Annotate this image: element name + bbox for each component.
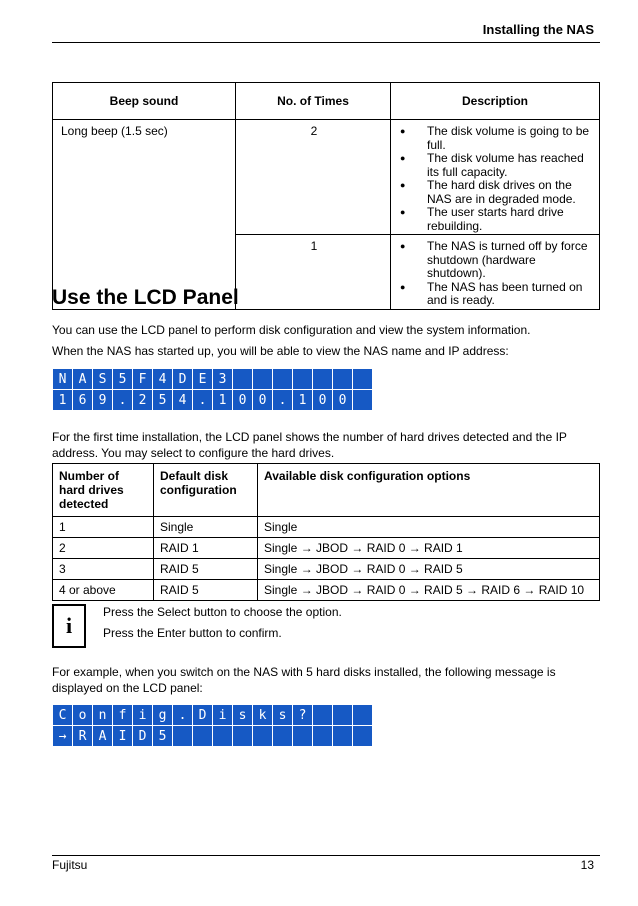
- install-paragraph: For the first time installation, the LCD panel shows the number of hard drives detected and the IP address. You may select to configure the hard drives.: [52, 430, 567, 460]
- lcd-char-cell: .: [273, 390, 293, 411]
- table-row: [53, 559, 600, 580]
- lcd-char-cell: .: [193, 390, 213, 411]
- list-item: ● The NAS is turned off by force shutdown (hardware shutdown).: [399, 240, 593, 281]
- lcd-char-cell: [253, 369, 273, 390]
- beep-sound-table: [52, 82, 600, 310]
- lcd-char-cell: ?: [293, 705, 313, 726]
- page-header-title: Installing the NAS: [482, 22, 594, 37]
- lcd-char-cell: n: [93, 705, 113, 726]
- info-icon: i: [52, 604, 86, 648]
- lcd-char-cell: [313, 726, 333, 747]
- table-header-row: [53, 83, 600, 120]
- list-item: ● The NAS has been turned on and is ready.: [399, 281, 593, 308]
- lcd-char-cell: S: [93, 369, 113, 390]
- lcd-char-cell: [253, 726, 273, 747]
- lcd-char-cell: [173, 726, 193, 747]
- table-cell: 3: [53, 559, 154, 580]
- table-cell: Single: [258, 517, 600, 538]
- lcd-char-cell: [293, 726, 313, 747]
- lcd-row: [53, 705, 373, 726]
- table-cell: RAID 5: [154, 559, 258, 580]
- lcd-char-cell: 5: [153, 726, 173, 747]
- example-paragraph: For example, when you switch on the NAS with 5 hard disks installed, the following message is displayed on the LCD panel:: [52, 665, 556, 695]
- table-row: [53, 120, 600, 235]
- info-note: Press the Enter button to confirm.: [103, 626, 282, 640]
- footer-divider: [52, 855, 600, 856]
- lcd-char-cell: [233, 726, 253, 747]
- table-cell: Single → JBOD → RAID 0 → RAID 5 → RAID 6 → RAID 10: [258, 580, 600, 601]
- beep-sound-cell: Long beep (1.5 sec): [53, 120, 236, 310]
- lcd-char-cell: [313, 705, 333, 726]
- lcd-char-cell: 2: [133, 390, 153, 411]
- lcd-char-cell: E: [193, 369, 213, 390]
- table-cell: Single → JBOD → RAID 0 → RAID 5: [258, 559, 600, 580]
- lcd-char-cell: s: [273, 705, 293, 726]
- lcd-char-cell: 0: [313, 390, 333, 411]
- lcd-char-cell: i: [133, 705, 153, 726]
- table-header-row: [53, 464, 600, 517]
- lcd-char-cell: 1: [53, 390, 73, 411]
- lcd-char-cell: 0: [233, 390, 253, 411]
- lcd-row: [53, 369, 373, 390]
- table-cell: Single → JBOD → RAID 0 → RAID 1: [258, 538, 600, 559]
- column-header: Beep sound: [53, 83, 236, 120]
- lcd-char-cell: 1: [213, 390, 233, 411]
- lcd-char-cell: I: [113, 726, 133, 747]
- list-item: ● The user starts hard drive rebuilding.: [399, 206, 593, 233]
- lcd-char-cell: i: [213, 705, 233, 726]
- table-row: [53, 517, 600, 538]
- lcd-row: [53, 390, 373, 411]
- lcd-char-cell: s: [233, 705, 253, 726]
- lcd-char-cell: [353, 705, 373, 726]
- table-cell: RAID 5: [154, 580, 258, 601]
- beep-count-cell: 2: [236, 120, 391, 235]
- lcd-char-cell: o: [73, 705, 93, 726]
- lcd-char-cell: R: [73, 726, 93, 747]
- lcd-char-cell: 9: [93, 390, 113, 411]
- lcd-char-cell: →: [53, 726, 73, 747]
- beep-count-cell: 1: [236, 235, 391, 310]
- table-row: [53, 538, 600, 559]
- column-header: Number of hard drives detected: [53, 464, 154, 517]
- lcd-char-cell: A: [73, 369, 93, 390]
- lcd-char-cell: 6: [73, 390, 93, 411]
- lcd-char-cell: 3: [213, 369, 233, 390]
- intro-paragraph: When the NAS has started up, you will be able to view the NAS name and IP address:: [52, 344, 509, 358]
- footer-brand: Fujitsu: [52, 858, 88, 872]
- description-cell: [391, 235, 600, 310]
- list-item: ● The disk volume is going to be full.: [399, 125, 593, 152]
- raid-config-table: [52, 463, 600, 601]
- lcd-char-cell: D: [173, 369, 193, 390]
- lcd-char-cell: [273, 726, 293, 747]
- lcd-char-cell: [313, 369, 333, 390]
- lcd-char-cell: 4: [153, 369, 173, 390]
- page-number: 13: [580, 858, 594, 872]
- column-header: No. of Times: [236, 83, 391, 120]
- lcd-char-cell: [193, 726, 213, 747]
- lcd-char-cell: .: [173, 705, 193, 726]
- lcd-char-cell: [353, 369, 373, 390]
- lcd-display-ip: [52, 368, 373, 411]
- lcd-row: [53, 726, 373, 747]
- lcd-char-cell: f: [113, 705, 133, 726]
- lcd-char-cell: D: [133, 726, 153, 747]
- info-note: Press the Select button to choose the option.: [103, 605, 342, 619]
- lcd-char-cell: [333, 705, 353, 726]
- header-divider: [52, 42, 600, 43]
- lcd-char-cell: [333, 726, 353, 747]
- lcd-char-cell: 5: [153, 390, 173, 411]
- table-cell: 1: [53, 517, 154, 538]
- section-title: Use the LCD Panel: [52, 286, 239, 309]
- lcd-char-cell: [333, 369, 353, 390]
- lcd-char-cell: D: [193, 705, 213, 726]
- lcd-char-cell: [353, 390, 373, 411]
- column-header: Available disk configuration options: [258, 464, 600, 517]
- lcd-char-cell: [233, 369, 253, 390]
- table-cell: RAID 1: [154, 538, 258, 559]
- lcd-display-config: [52, 704, 373, 747]
- lcd-char-cell: [293, 369, 313, 390]
- lcd-char-cell: .: [113, 390, 133, 411]
- lcd-char-cell: k: [253, 705, 273, 726]
- lcd-char-cell: 5: [113, 369, 133, 390]
- lcd-char-cell: N: [53, 369, 73, 390]
- lcd-char-cell: g: [153, 705, 173, 726]
- column-header: Description: [391, 83, 600, 120]
- list-item: ● The hard disk drives on the NAS are in degraded mode.: [399, 179, 593, 206]
- bullet-list: [399, 240, 593, 308]
- column-header: Default disk configuration: [154, 464, 258, 517]
- list-item: ● The disk volume has reached its full capacity.: [399, 152, 593, 179]
- lcd-char-cell: 4: [173, 390, 193, 411]
- lcd-char-cell: 0: [253, 390, 273, 411]
- lcd-char-cell: F: [133, 369, 153, 390]
- lcd-char-cell: A: [93, 726, 113, 747]
- table-cell: 2: [53, 538, 154, 559]
- table-cell: Single: [154, 517, 258, 538]
- description-cell: [391, 120, 600, 235]
- lcd-char-cell: [213, 726, 233, 747]
- lcd-char-cell: [353, 726, 373, 747]
- lcd-char-cell: 1: [293, 390, 313, 411]
- table-row: [53, 580, 600, 601]
- bullet-list: [399, 125, 593, 233]
- lcd-char-cell: [273, 369, 293, 390]
- intro-paragraph: You can use the LCD panel to perform disk configuration and view the system information.: [52, 323, 531, 337]
- lcd-char-cell: 0: [333, 390, 353, 411]
- lcd-char-cell: C: [53, 705, 73, 726]
- table-cell: 4 or above: [53, 580, 154, 601]
